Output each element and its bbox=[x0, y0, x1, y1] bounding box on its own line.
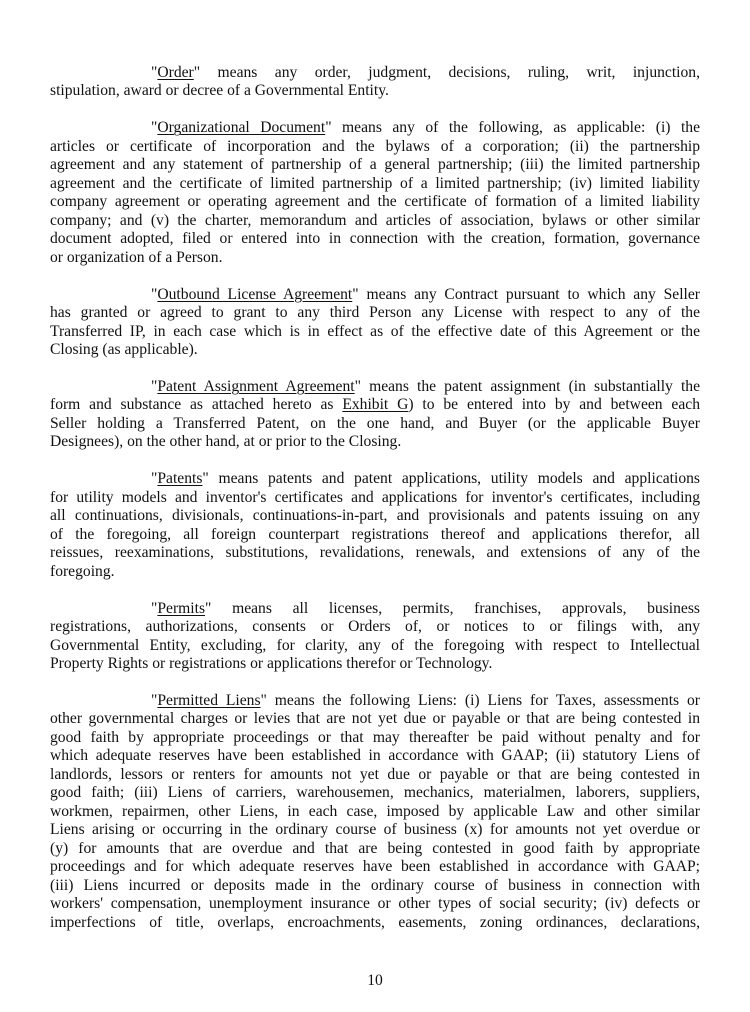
text-line: agreement and the certificate of limited partnership of a limited partnership; (iv) limited liability bbox=[50, 174, 700, 192]
text-line: has granted or agreed to grant to any third Person any License with respect to any of the bbox=[50, 304, 700, 322]
definition-first-line: "Outbound License Agreement" means any Contract pursuant to which any Seller bbox=[151, 285, 700, 303]
text-line: document adopted, filed or entered into in connection with the creation, formation, governance bbox=[50, 230, 700, 248]
text-line: agreement and any statement of partnership of a general partnership; (iii) the limited partnership bbox=[50, 156, 700, 174]
definition-order bbox=[50, 64, 700, 101]
text-line: Property Rights or registrations or applications therefor or Technology. bbox=[50, 655, 493, 672]
text-line: proceedings and for which adequate reserves have been established in accordance with GAAP; bbox=[50, 858, 700, 876]
definition-first-line: "Patent Assignment Agreement" means the patent assignment (in substantially the bbox=[151, 377, 700, 395]
text-line: or organization of a Person. bbox=[50, 248, 223, 266]
text-line: reissues, reexaminations, substitutions, revalidations, renewals, and extensions of any of the bbox=[50, 544, 700, 562]
definition-first-line: "Permitted Liens" means the following Liens: (i) Liens for Taxes, assessments or bbox=[151, 691, 700, 709]
text-line: stipulation, award or decree of a Governmental Entity. bbox=[50, 82, 389, 100]
defined-term: Permits bbox=[157, 599, 206, 617]
text-line: articles or certificate of incorporation and the bylaws of a corporation; (ii) the partnership bbox=[50, 137, 700, 155]
text-line: landlords, lessors or renters for amounts not yet due or payable or that are being contested in bbox=[50, 765, 700, 783]
defined-term: Order bbox=[157, 64, 194, 81]
text-line: (iii) Liens incurred or deposits made in the ordinary course of business in connection with bbox=[50, 876, 700, 894]
text-line: workmen, repairmen, other Liens, in each case, imposed by applicable Law and other similar bbox=[50, 802, 700, 820]
text-line: imperfections of title, overlaps, encroachments, easements, zoning ordinances, declarations, bbox=[50, 913, 700, 931]
text-line: Transferred IP, in each case which is in effect as of the effective date of this Agreement or the bbox=[50, 322, 700, 340]
definition-permitted-liens bbox=[50, 692, 700, 932]
text-line: good faith; (iii) Liens of carriers, warehousemen, mechanics, materialmen, laborers, suppliers, bbox=[50, 784, 700, 802]
text-line: Liens arising or occurring in the ordinary course of business (x) for amounts not yet overdue or bbox=[50, 821, 700, 839]
text-line: of the foregoing, all foreign counterpart registrations thereof and applications therefor, all bbox=[50, 525, 700, 543]
text-line: Seller holding a Transferred Patent, on the one hand, and Buyer (or the applicable Buyer bbox=[50, 414, 700, 432]
text-line: foregoing. bbox=[50, 562, 115, 580]
definition-patents bbox=[50, 470, 700, 581]
text-line: (y) for amounts that are overdue and that are being contested in good faith by appropriate bbox=[50, 839, 700, 857]
definition-permits bbox=[50, 600, 700, 674]
text-line: workers' compensation, unemployment insurance or other types of social security; (iv) defects or bbox=[50, 895, 700, 913]
definition-outbound-license-agreement bbox=[50, 286, 700, 360]
defined-term: Outbound License Agreement bbox=[157, 285, 353, 303]
page-number: 10 bbox=[367, 972, 383, 989]
definition-organizational-document bbox=[50, 119, 700, 267]
text-line: all continuations, divisionals, continuations-in-part, and provisionals and patents issuing on any bbox=[50, 507, 700, 525]
definition-first-line: "Permits" means all licenses, permits, franchises, approvals, business bbox=[151, 599, 700, 617]
text-line: Designees), on the other hand, at or prior to the Closing. bbox=[50, 433, 402, 451]
text-line: Governmental Entity, excluding, for clarity, any of the foregoing with respect to Intellectual bbox=[50, 636, 700, 654]
text-line: which adequate reserves have been established in accordance with GAAP; (ii) statutory Liens of bbox=[50, 747, 700, 765]
defined-term: Patent Assignment Agreement bbox=[157, 377, 355, 395]
exhibit-g-reference: Exhibit G bbox=[342, 396, 409, 414]
text-line: registrations, authorizations, consents or Orders of, or notices to or filings with, any bbox=[50, 618, 700, 636]
defined-term: Organizational Document bbox=[157, 119, 326, 137]
text-line: for utility models and inventor's certificates and applications for inventor's certificates, including bbox=[50, 488, 700, 506]
text-line: company; and (v) the charter, memorandum and articles of association, bylaws or other similar bbox=[50, 211, 700, 229]
defined-term: Patents bbox=[157, 470, 203, 488]
text-line: good faith by appropriate proceedings or that may thereafter be paid without penalty and for bbox=[50, 728, 700, 746]
text-line: Closing (as applicable). bbox=[50, 341, 198, 359]
definition-patent-assignment-agreement bbox=[50, 378, 700, 452]
text-line: form and substance as attached hereto as Exhibit G) to be entered into by and between each bbox=[50, 396, 700, 414]
text-line: company agreement or operating agreement and the certificate of formation of a limited liability bbox=[50, 193, 700, 211]
definition-first-line: "Patents" means patents and patent applications, utility models and applications bbox=[151, 470, 700, 488]
document-body bbox=[50, 64, 700, 951]
definition-first-line: "Order" means any order, judgment, decisions, ruling, writ, injunction, bbox=[151, 64, 700, 81]
definition-first-line: "Organizational Document" means any of the following, as applicable: (i) the bbox=[151, 119, 701, 137]
text-line: other governmental charges or levies that are not yet due or payable or that are being contested in bbox=[50, 710, 700, 728]
defined-term: Permitted Liens bbox=[157, 691, 261, 709]
